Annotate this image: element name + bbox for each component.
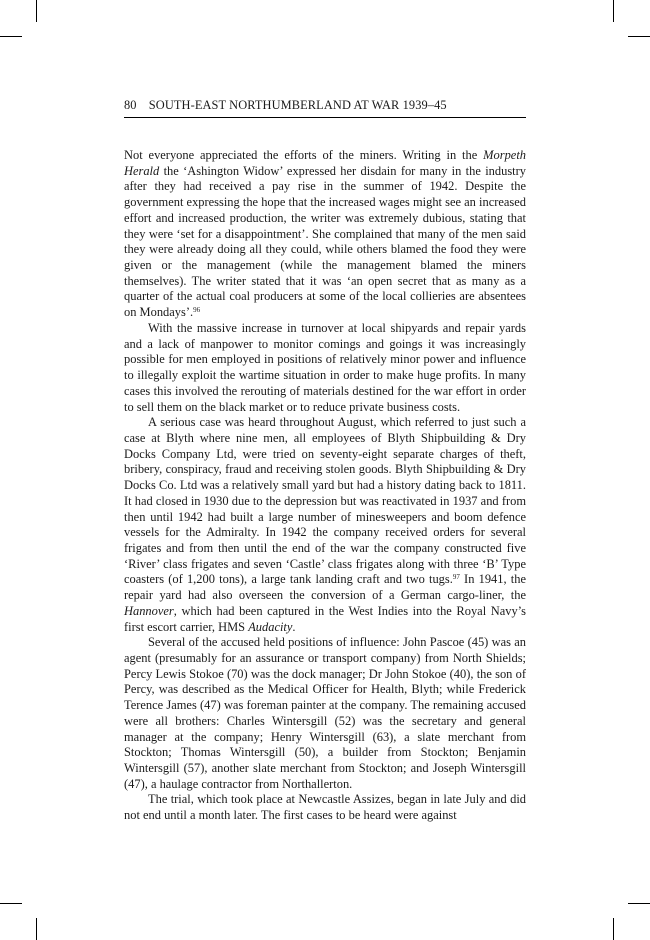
paragraph: [124, 792, 526, 823]
footnote-ref: 96: [193, 306, 201, 315]
paragraph: [124, 148, 526, 321]
text-run: The trial, which took place at Newcastle Assizes, began in late July and did not end until a month later. The first cases to be heard were against: [124, 792, 526, 823]
text-run: .: [292, 619, 296, 634]
page-number: 80: [124, 98, 137, 112]
text-run: In 1941, the repair yard had also overseen the conversion of a German cargo-liner, the: [124, 572, 527, 603]
text-run: the ‘Ashington Widow’ expressed her disdain for many in the industry after they had received a pay rise in the summer of 1942. Despite the government expressing the hope that the increased wages might see an increased effort and increased production, the writer was extremely dubious, stating that they were ‘set for a disappointment’. She complained that many of the men said they were already doing all they could, while others blamed the food they were given or the management (while the management blamed the miners themselves). The writer stated that it was ‘an open secret that as many as a quarter of the actual coal producers at some of the local collieries are absentees on Mondays’.: [124, 163, 526, 320]
crop-mark: [0, 36, 22, 37]
crop-mark: [613, 0, 614, 22]
italic-title: Audacity: [248, 619, 293, 634]
crop-mark: [36, 0, 37, 22]
text-run: A serious case was heard throughout August, which referred to just such a case at Blyth where nine men, all employees of Blyth Shipbuilding & Dry Docks Company Ltd, were tried on seventy-eight separate charges of theft, bribery, conspiracy, fraud and receiving stolen goods. Blyth Shipbuilding & Dry Docks Co. Ltd was a relatively small yard but had a history dating back to 1811. It had closed in 1930 due to the depression but was reactivated in 1937 and from then until 1942 had built a large number of minesweepers and boom defence vessels for the Admiralty. In 1942 the company received orders for several frigates and from then until the end of the war the company constructed five ‘River’ class frigates and seven ‘Castle’ class frigates along with three ‘B’ Type coasters (of 1,200 tons), a large tank landing craft and two tugs.: [124, 415, 526, 587]
paragraph: [124, 635, 526, 792]
italic-title: Morpeth Herald: [124, 148, 526, 178]
running-head: [124, 98, 526, 113]
text-run: Not everyone appreciated the efforts of the miners. Writing in the: [124, 148, 484, 162]
text-run: With the massive increase in turnover at local shipyards and repair yards and a lack of manpower to monitor comings and goings it was increasingly possible for men employed in positions of relatively minor power and influence to illegally exploit the wartime situation in order to make huge profits. In many cases this involved the rerouting of materials destined for the war effort in order to sell them on the black market or to reduce private business costs.: [124, 320, 526, 414]
crop-mark: [36, 918, 37, 940]
paragraph: [124, 321, 526, 415]
crop-mark: [613, 918, 614, 940]
text-run: Several of the accused held positions of influence: John Pascoe (45) was an agent (presumably for an assurance or transport company) from North Shields; Percy Lewis Stokoe (70) was the dock manager; Dr John Stokoe (40), the son of Percy, was described as the Medical Officer for Health, Blyth; while Frederick Terence James (47) was foreman painter at the company. The remaining accused were all brothers: Charles Wintersgill (52) was the secretary and general manager at the company; Henry Wintersgill (63), a slate merchant from Stockton; Thomas Wintersgill (50), a builder from Stockton; Benjamin Wintersgill (57), another slate merchant from Stockton; and Joseph Wintersgill (47), a haulage contractor from Northallerton.: [124, 635, 526, 791]
footnote-ref: 97: [452, 573, 460, 582]
crop-mark: [628, 903, 650, 904]
body-text: [124, 148, 526, 824]
crop-mark: [0, 903, 22, 904]
italic-title: Hannover: [124, 603, 174, 618]
crop-mark: [628, 36, 650, 37]
header-rule: [124, 117, 526, 118]
paragraph: [124, 415, 526, 635]
text-run: , which had been captured in the West Indies into the Royal Navy’s first escort carrier, HMS: [124, 603, 526, 634]
running-title: SOUTH-EAST NORTHUMBERLAND AT WAR 1939–45: [148, 98, 447, 112]
